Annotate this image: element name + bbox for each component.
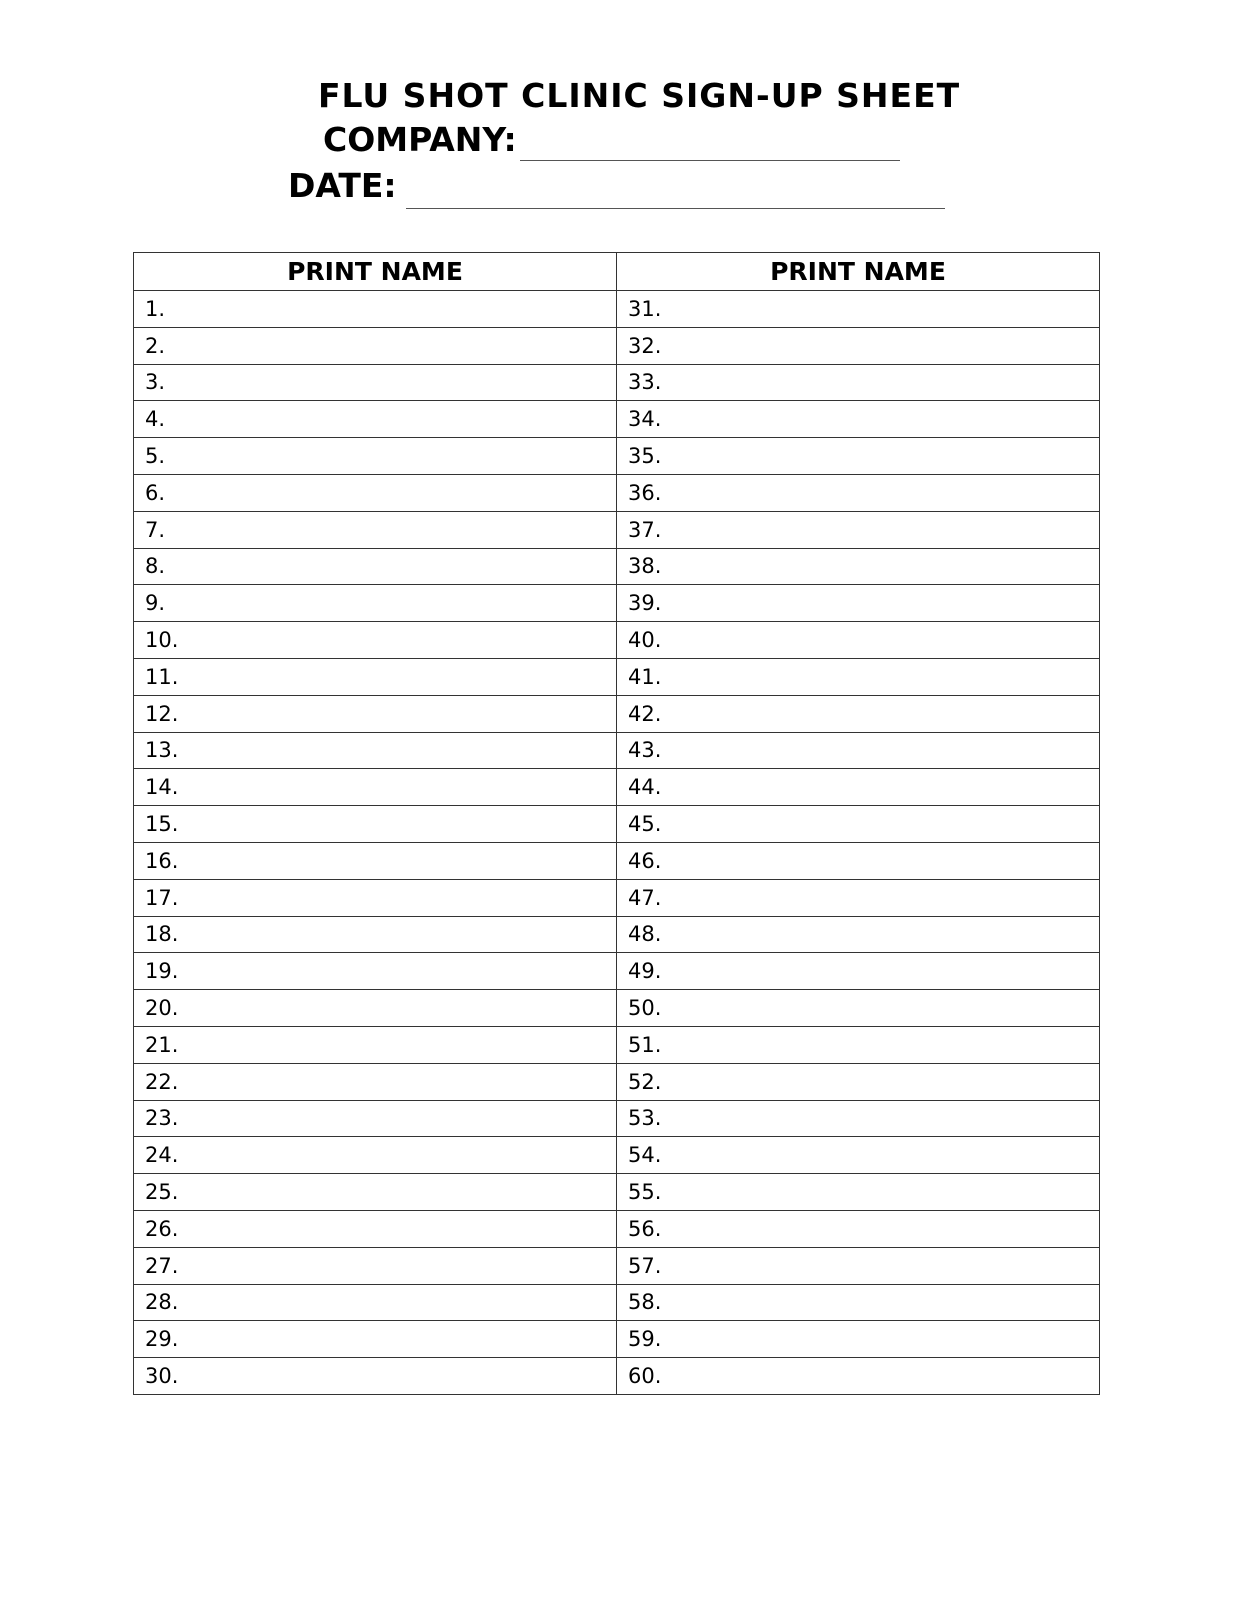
name-entry-cell[interactable]: 40. <box>617 622 1100 659</box>
page-title: FLU SHOT CLINIC SIGN-UP SHEET <box>318 76 961 115</box>
table-row <box>134 622 1100 659</box>
table-row <box>134 327 1100 364</box>
name-entry-cell[interactable]: 33. <box>617 364 1100 401</box>
table-row <box>134 401 1100 438</box>
name-entry-cell[interactable]: 12. <box>134 695 617 732</box>
name-entry-cell[interactable]: 13. <box>134 732 617 769</box>
company-label: COMPANY: <box>323 120 517 159</box>
name-entry-cell[interactable]: 7. <box>134 511 617 548</box>
name-entry-cell[interactable]: 39. <box>617 585 1100 622</box>
name-entry-cell[interactable]: 21. <box>134 1026 617 1063</box>
table-row <box>134 548 1100 585</box>
name-entry-cell[interactable]: 10. <box>134 622 617 659</box>
table-row <box>134 511 1100 548</box>
name-entry-cell[interactable]: 23. <box>134 1100 617 1137</box>
name-entry-cell[interactable]: 55. <box>617 1174 1100 1211</box>
table-row <box>134 1210 1100 1247</box>
table-row <box>134 953 1100 990</box>
name-entry-cell[interactable]: 60. <box>617 1358 1100 1395</box>
name-entry-cell[interactable]: 41. <box>617 658 1100 695</box>
name-entry-cell[interactable]: 47. <box>617 879 1100 916</box>
table-row <box>134 879 1100 916</box>
name-entry-cell[interactable]: 19. <box>134 953 617 990</box>
name-entry-cell[interactable]: 14. <box>134 769 617 806</box>
name-entry-cell[interactable]: 24. <box>134 1137 617 1174</box>
name-entry-cell[interactable]: 2. <box>134 327 617 364</box>
name-entry-cell[interactable]: 4. <box>134 401 617 438</box>
name-entry-cell[interactable]: 8. <box>134 548 617 585</box>
name-entry-cell[interactable]: 35. <box>617 438 1100 475</box>
table-row <box>134 1321 1100 1358</box>
name-entry-cell[interactable]: 34. <box>617 401 1100 438</box>
table-row <box>134 474 1100 511</box>
name-entry-cell[interactable]: 5. <box>134 438 617 475</box>
table-row <box>134 806 1100 843</box>
table-row <box>134 916 1100 953</box>
table-row <box>134 1174 1100 1211</box>
name-entry-cell[interactable]: 25. <box>134 1174 617 1211</box>
name-entry-cell[interactable]: 28. <box>134 1284 617 1321</box>
name-entry-cell[interactable]: 44. <box>617 769 1100 806</box>
date-field[interactable] <box>406 208 945 209</box>
name-entry-cell[interactable]: 57. <box>617 1247 1100 1284</box>
name-entry-cell[interactable]: 15. <box>134 806 617 843</box>
name-entry-cell[interactable]: 17. <box>134 879 617 916</box>
date-label: DATE: <box>288 166 397 205</box>
table-row <box>134 1247 1100 1284</box>
table-row <box>134 1026 1100 1063</box>
sign-up-table <box>133 252 1100 1395</box>
table-row <box>134 842 1100 879</box>
name-entry-cell[interactable]: 1. <box>134 291 617 328</box>
table-row <box>134 438 1100 475</box>
name-entry-cell[interactable]: 27. <box>134 1247 617 1284</box>
table-row <box>134 990 1100 1027</box>
table-row <box>134 291 1100 328</box>
name-entry-cell[interactable]: 42. <box>617 695 1100 732</box>
name-entry-cell[interactable]: 11. <box>134 658 617 695</box>
name-entry-cell[interactable]: 18. <box>134 916 617 953</box>
name-entry-cell[interactable]: 3. <box>134 364 617 401</box>
name-entry-cell[interactable]: 9. <box>134 585 617 622</box>
name-entry-cell[interactable]: 38. <box>617 548 1100 585</box>
table-row <box>134 1284 1100 1321</box>
name-entry-cell[interactable]: 30. <box>134 1358 617 1395</box>
name-entry-cell[interactable]: 46. <box>617 842 1100 879</box>
name-entry-cell[interactable]: 59. <box>617 1321 1100 1358</box>
table-row <box>134 1100 1100 1137</box>
table-row <box>134 364 1100 401</box>
name-entry-cell[interactable]: 56. <box>617 1210 1100 1247</box>
name-entry-cell[interactable]: 26. <box>134 1210 617 1247</box>
name-entry-cell[interactable]: 50. <box>617 990 1100 1027</box>
name-entry-cell[interactable]: 53. <box>617 1100 1100 1137</box>
table-row <box>134 1063 1100 1100</box>
name-entry-cell[interactable]: 36. <box>617 474 1100 511</box>
table-row <box>134 1358 1100 1395</box>
name-entry-cell[interactable]: 16. <box>134 842 617 879</box>
name-entry-cell[interactable]: 6. <box>134 474 617 511</box>
name-entry-cell[interactable]: 37. <box>617 511 1100 548</box>
column-header-print-name-right: PRINT NAME <box>617 253 1100 291</box>
table-row <box>134 1137 1100 1174</box>
column-header-print-name-left: PRINT NAME <box>134 253 617 291</box>
name-entry-cell[interactable]: 48. <box>617 916 1100 953</box>
name-entry-cell[interactable]: 32. <box>617 327 1100 364</box>
table-row <box>134 695 1100 732</box>
name-entry-cell[interactable]: 54. <box>617 1137 1100 1174</box>
table-row <box>134 658 1100 695</box>
name-entry-cell[interactable]: 58. <box>617 1284 1100 1321</box>
name-entry-cell[interactable]: 22. <box>134 1063 617 1100</box>
table-header-row <box>134 253 1100 291</box>
company-field[interactable] <box>520 160 900 161</box>
table-body <box>134 291 1100 1395</box>
name-entry-cell[interactable]: 20. <box>134 990 617 1027</box>
name-entry-cell[interactable]: 51. <box>617 1026 1100 1063</box>
table-row <box>134 585 1100 622</box>
table-row <box>134 769 1100 806</box>
name-entry-cell[interactable]: 29. <box>134 1321 617 1358</box>
name-entry-cell[interactable]: 43. <box>617 732 1100 769</box>
name-entry-cell[interactable]: 49. <box>617 953 1100 990</box>
name-entry-cell[interactable]: 52. <box>617 1063 1100 1100</box>
name-entry-cell[interactable]: 31. <box>617 291 1100 328</box>
name-entry-cell[interactable]: 45. <box>617 806 1100 843</box>
table-row <box>134 732 1100 769</box>
